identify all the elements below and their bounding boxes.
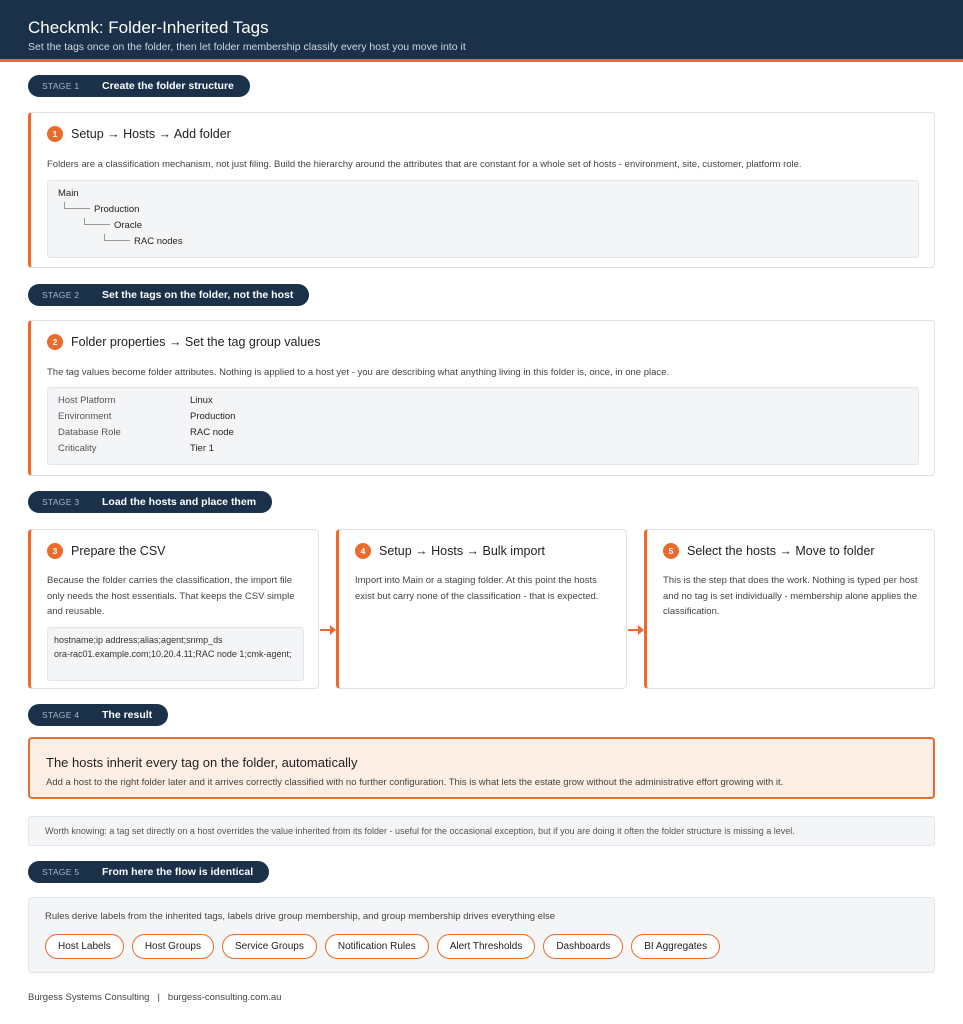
step-title-text: Setup → Hosts → Bulk import [379, 544, 546, 558]
step-2-title [47, 334, 320, 350]
arrow-right-icon [628, 629, 642, 631]
pill-alert-thresholds: Alert Thresholds [437, 934, 536, 959]
attribute-value: Tier 1 [190, 443, 214, 454]
tree-node-rac-nodes: RAC nodes [134, 236, 183, 247]
step-number-badge: 5 [663, 543, 679, 559]
step-3-title [47, 543, 166, 559]
attribute-key: Database Role [58, 427, 121, 438]
step-title-text: Prepare the CSV [71, 544, 166, 558]
stage-label: Set the tags on the folder, not the host [102, 289, 294, 301]
step-4-description: Import into Main or a staging folder. At this point the hosts exist but carry none of the classification - that is expected. [355, 575, 599, 602]
step-number-badge: 3 [47, 543, 63, 559]
stage-number: STAGE 2 [42, 290, 80, 300]
stage-label: Create the folder structure [102, 80, 234, 92]
footer-company: Burgess Systems Consulting [28, 992, 150, 1003]
attribute-value: RAC node [190, 427, 234, 438]
step-1-card [28, 112, 935, 268]
attribute-value: Linux [190, 395, 213, 406]
tree-connector [84, 218, 110, 225]
step-5-card [644, 529, 935, 689]
attribute-key: Environment [58, 411, 112, 422]
stage-number: STAGE 3 [42, 497, 80, 507]
result-title: The hosts inherit every tag on the folder, automatically [46, 755, 358, 770]
page-title: Checkmk: Folder-Inherited Tags [28, 18, 269, 37]
step-1-title [47, 126, 231, 142]
attribute-key: Host Platform [58, 395, 116, 406]
step-5-description: This is the step that does the work. Nothing is typed per host and no tag is set individually - membership alone applies the classification. [663, 575, 918, 617]
step-title-text: Setup → Hosts → Add folder [71, 127, 231, 141]
step-title-text: Select the hosts → Move to folder [687, 544, 875, 558]
step-3-card [28, 529, 319, 689]
stage-4-pill [28, 704, 168, 726]
stage-number: STAGE 1 [42, 81, 80, 91]
footer-separator: | [157, 992, 160, 1003]
result-box [28, 737, 935, 799]
worth-knowing-note: Worth knowing: a tag set directly on a host overrides the value inherited from its folder - useful for the occasional exception, but if you are doing it often the folder structure is missing a level. [28, 816, 935, 846]
stage-number: STAGE 5 [42, 867, 80, 877]
pill-host-groups: Host Groups [132, 934, 214, 959]
flow-description: Rules derive labels from the inherited tags, labels drive group membership, and group membership drives everything else [45, 911, 556, 922]
attribute-key: Criticality [58, 443, 97, 454]
step-title-text: Folder properties → Set the tag group values [71, 335, 321, 349]
stage-label: The result [102, 709, 153, 721]
stage-5-pill [28, 861, 269, 883]
folder-tree-panel [47, 180, 919, 258]
pill-dashboards: Dashboards [543, 934, 623, 959]
step-number-badge: 1 [47, 126, 63, 142]
step-2-card [28, 320, 935, 476]
pill-service-groups: Service Groups [222, 934, 317, 959]
tree-node-production: Production [94, 204, 140, 215]
page-header [0, 0, 963, 62]
stage-3-pill [28, 491, 272, 513]
tree-connector [104, 234, 130, 241]
step-4-title [355, 543, 545, 559]
csv-sample: hostname;ip address;alias;agent;snmp_ds ora-rac01.example.com;10.20.4.11;RAC node 1;cmk-agent; [47, 627, 304, 681]
page-subtitle: Set the tags once on the folder, then let folder membership classify every host you move into it [28, 41, 466, 53]
step-1-description: Folders are a classification mechanism, not just filing. Build the hierarchy around the attributes that are constant for a whole set of hosts - environment, site, customer, platform role. [47, 159, 802, 170]
result-description: Add a host to the right folder later and it arrives correctly classified with no further configuration. This is what lets the estate grow without the administrative effort growing with it. [46, 777, 784, 788]
pill-host-labels: Host Labels [45, 934, 124, 959]
flow-pills [45, 934, 918, 959]
step-2-description: The tag values become folder attributes. Nothing is applied to a host yet - you are describing what anything living in this folder is, once, in one place. [47, 367, 670, 378]
stage-label: From here the flow is identical [102, 866, 254, 878]
stage-1-pill [28, 75, 250, 97]
step-3-description: Because the folder carries the classification, the import file only needs the host essentials. That keeps the CSV simple and reusable. [47, 575, 295, 617]
attribute-value: Production [190, 411, 236, 422]
tree-connector [64, 202, 90, 209]
footer [28, 992, 281, 1003]
pill-bi-aggregates: BI Aggregates [631, 934, 720, 959]
pill-notification-rules: Notification Rules [325, 934, 429, 959]
downstream-flow-box [28, 897, 935, 973]
tree-node-oracle: Oracle [114, 220, 142, 231]
stage-2-pill [28, 284, 309, 306]
step-number-badge: 2 [47, 334, 63, 350]
step-number-badge: 4 [355, 543, 371, 559]
footer-website: burgess-consulting.com.au [167, 992, 282, 1003]
stage-number: STAGE 4 [42, 710, 80, 720]
step-5-title [663, 543, 875, 559]
tree-node-main: Main [58, 188, 79, 199]
stage-label: Load the hosts and place them [102, 496, 257, 508]
step-4-card [336, 529, 627, 689]
arrow-right-icon [320, 629, 334, 631]
tag-values-panel [47, 387, 919, 465]
